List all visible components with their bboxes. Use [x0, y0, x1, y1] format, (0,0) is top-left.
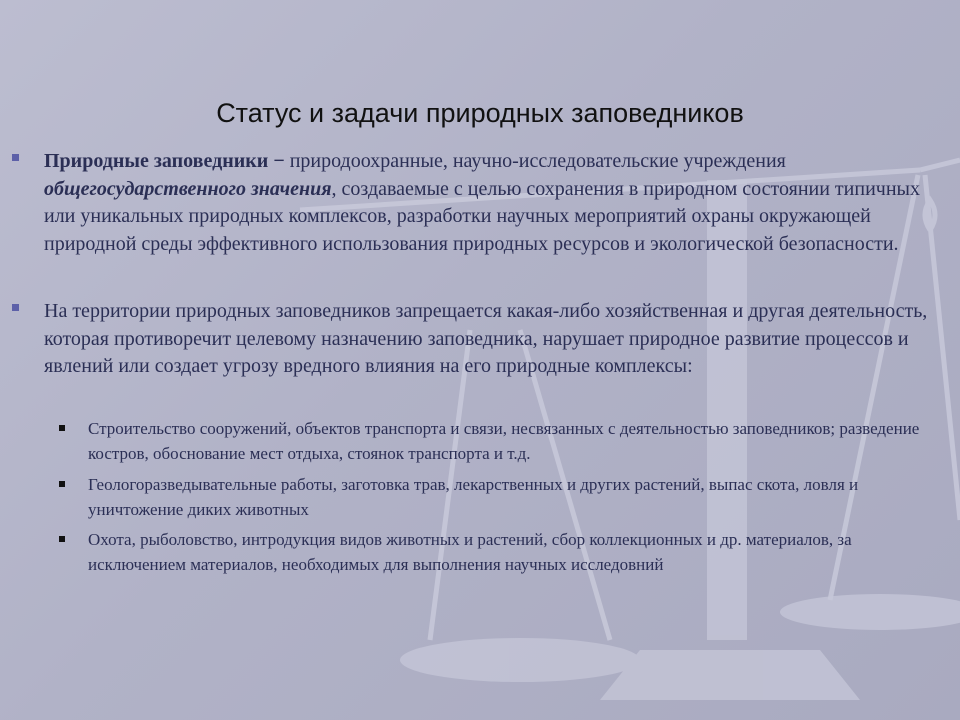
- subitem-construction: [88, 417, 933, 466]
- small-square-bullet-icon: [59, 481, 65, 487]
- bullet-paragraph-definition: [44, 148, 934, 258]
- subitem-geology: [88, 473, 933, 522]
- square-bullet-icon: [12, 154, 19, 161]
- bullet-paragraph-prohibition: [44, 298, 934, 381]
- subitem-text: Охота, рыболовство, интродукция видов животных и растений, сбор коллекционных и др. материалов, за исключением материалов, необходимых для выполнения научных исследовний: [88, 530, 852, 574]
- subitem-hunting: [88, 528, 933, 577]
- slide-title: Статус и задачи природных заповедников: [216, 98, 744, 128]
- prohibition-text: На территории природных заповедников запрещается какая-либо хозяйственная и другая деятельность, которая противоречит целевому назначению заповедника, нарушает природное развитие процессов и явлений или создает угрозу вредного влияния на его природные комплексы:: [44, 300, 928, 377]
- term-dash: −: [268, 150, 290, 172]
- definition-text-part-1: природоохранные, научно-исследовательские учреждения: [289, 150, 786, 172]
- definition-emphasis: общегосударственного значения: [44, 177, 332, 200]
- definition-text-part-2: , создаваемые с целью сохранения в природном состоянии типичных или уникальных природных комплексов, разработки научных мероприятий охраны окружающей природной среды эффективного использования природных ресурсов и экологической безопасности.: [44, 177, 920, 255]
- subitem-text: Геологоразведывательные работы, заготовка трав, лекарственных и других растений, выпас скота, ловля и уничтожение диких животных: [88, 475, 859, 519]
- square-bullet-icon: [12, 304, 19, 311]
- small-square-bullet-icon: [59, 536, 65, 542]
- small-square-bullet-icon: [59, 425, 65, 431]
- subitem-text: Строительство сооружений, объектов транспорта и связи, несвязанных с деятельностью заповедников; разведение костров, обоснование мест отдыха, стоянок транспорта и т.д.: [88, 419, 920, 463]
- term-nature-reserves: Природные заповедники: [44, 150, 269, 172]
